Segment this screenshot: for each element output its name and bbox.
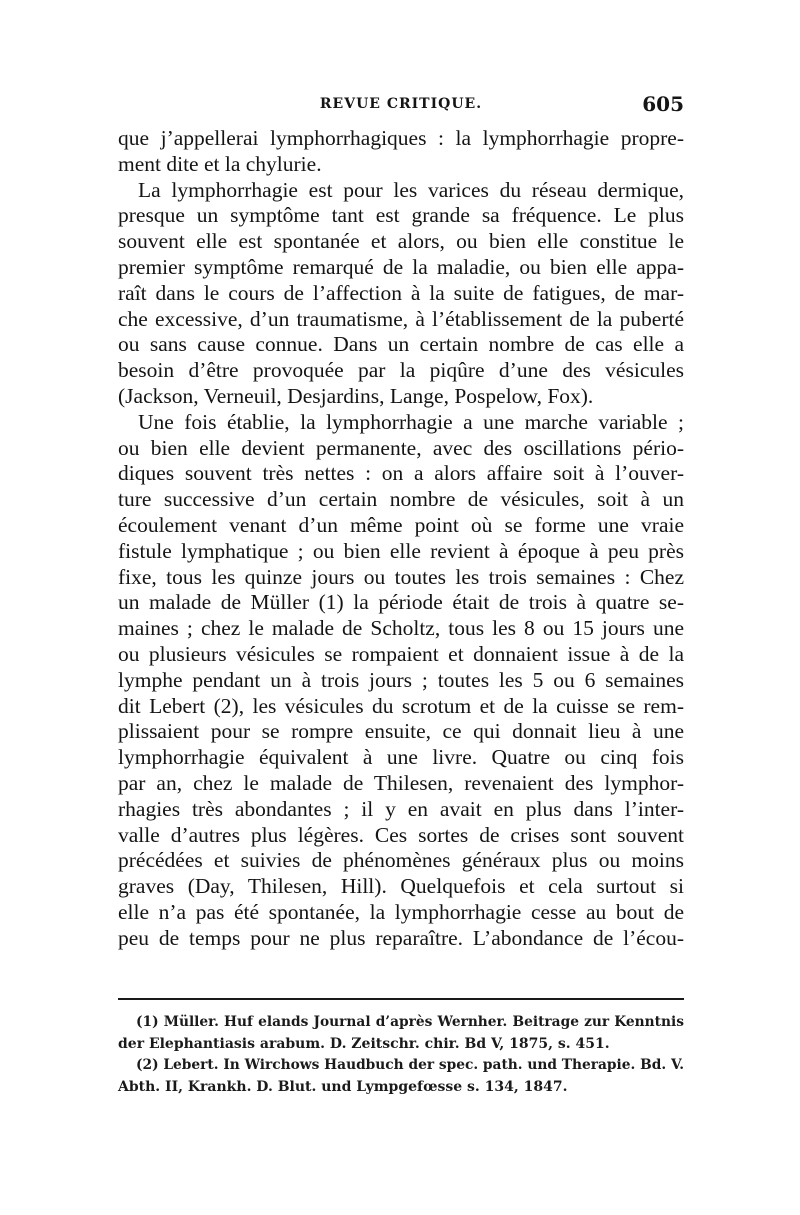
text-line: écoulement venant d’un même point où se forme une vraie [118, 512, 684, 537]
text-line: lymphorrhagie équivalent à une livre. Quatre ou cinq fois [118, 745, 684, 770]
text-line: dit Lebert (2), les vésicules du scrotum et de la cuisse se rem- [118, 693, 684, 718]
text-line: lymphe pendant un à trois jours ; toutes les 5 ou 6 semaines [118, 667, 684, 692]
page-number: 605 [642, 92, 684, 116]
body-text [118, 126, 684, 952]
text-line: graves (Day, Thilesen, Hill). Quelquefois et cela surtout si [118, 874, 684, 899]
text-line: rhagies très abondantes ; il y en avait en plus dans l’inter- [118, 796, 684, 821]
text-line: La lymphorrhagie est pour les varices du réseau dermique, [138, 177, 684, 202]
text-line: un malade de Müller (1) la période était de trois à quatre se- [118, 590, 684, 615]
text-line: premier symptôme remarqué de la maladie, ou bien elle appa- [118, 254, 684, 279]
text-line: che excessive, d’un traumatisme, à l’établissement de la puberté [118, 306, 684, 331]
page-header [118, 92, 684, 122]
footnote-line: Abth. II, Krankh. D. Blut. und Lympgefœsse s. 134, 1847. [118, 1078, 568, 1095]
running-title: REVUE CRITIQUE. [319, 96, 483, 112]
text-line: valle d’autres plus légères. Ces sortes de crises sont souvent [118, 822, 684, 847]
text-line: elle n’a pas été spontanée, la lymphorrhagie cesse au bout de [118, 899, 684, 924]
text-line: ment dite et la chylurie. [118, 151, 322, 176]
text-line: par an, chez le malade de Thilesen, revenaient des lymphor- [118, 770, 684, 795]
text-line: maines ; chez le malade de Scholtz, tous les 8 ou 15 jours une [118, 616, 684, 641]
text-line: presque un symptôme tant est grande sa fréquence. Le plus [118, 203, 684, 228]
text-line: peu de temps pour ne plus reparaître. L’abondance de l’écou- [118, 925, 684, 950]
text-line: (Jackson, Verneuil, Desjardins, Lange, Pospelow, Fox). [118, 383, 594, 408]
text-line: plissaient pour se rompre ensuite, ce qui donnait lieu à une [118, 719, 684, 744]
text-line: précédées et suivies de phénomènes généraux plus ou moins [118, 848, 684, 873]
footnote-line: (1) Müller. Huf elands Journal d’après Wernher. Beitrage zur Kenntnis [136, 1014, 684, 1030]
text-line: fistule lymphatique ; ou bien elle revient à époque à peu près [118, 538, 684, 563]
footnotes [118, 1012, 684, 1098]
text-line: raît dans le cours de l’affection à la suite de fatigues, de mar- [118, 280, 684, 305]
text-line: besoin d’être provoquée par la piqûre d’une des vésicules [118, 358, 684, 383]
text-line: que j’appellerai lymphorrhagiques : la lymphorrhagie propre- [118, 126, 684, 150]
text-line: diques souvent très nettes : on a alors affaire soit à l’ouver- [118, 461, 684, 486]
text-line: ou plusieurs vésicules se rompaient et donnaient issue à de la [118, 641, 684, 666]
text-line: ou bien elle devient permanente, avec des oscillations pério- [118, 435, 684, 460]
text-line: ou sans cause connue. Dans un certain nombre de cas elle a [118, 332, 684, 357]
text-line: souvent elle est spontanée et alors, ou bien elle constitue le [118, 229, 684, 254]
footnote-line: (2) Lebert. In Wirchows Haudbuch der spec. path. und Therapie. Bd. V. [136, 1057, 684, 1073]
text-line: Une fois établie, la lymphorrhagie a une marche variable ; [138, 409, 684, 434]
footnote-line: der Elephantiasis arabum. D. Zeitschr. chir. Bd V, 1875, s. 451. [118, 1035, 610, 1052]
footnote-rule [118, 998, 684, 1000]
text-line: fixe, tous les quinze jours ou toutes les trois semaines : Chez [118, 564, 684, 589]
text-line: ture successive d’un certain nombre de vésicules, soit à un [118, 487, 684, 512]
